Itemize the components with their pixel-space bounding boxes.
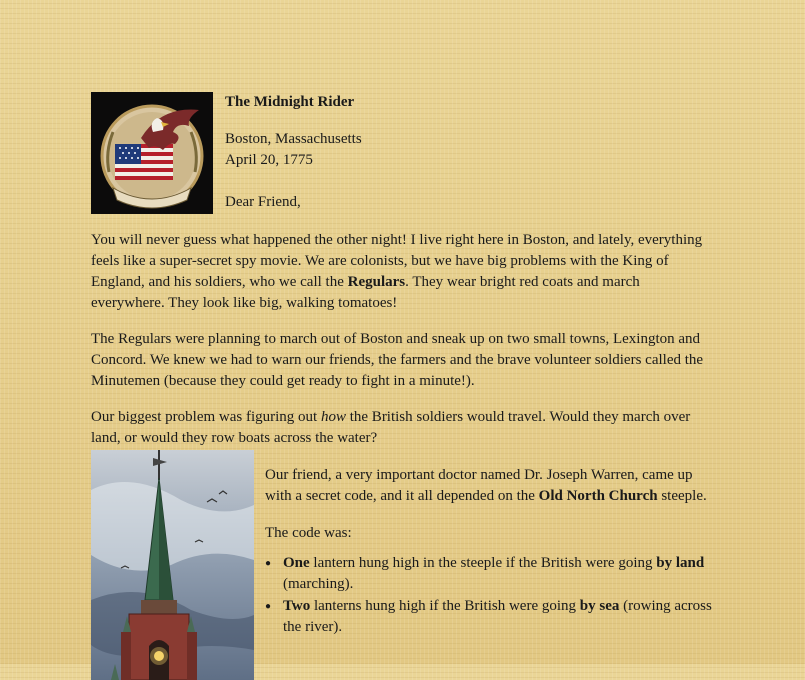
paragraph-3-text-b: the British soldiers would travel. Would they march over land, or would they row boats across the water? bbox=[91, 409, 691, 446]
bullet-2-note: (rowing across the river). bbox=[283, 598, 712, 635]
church-steeple-illustration bbox=[91, 450, 254, 680]
bullet-2-text: lanterns hung high if the British were going bbox=[310, 598, 580, 614]
church-section bbox=[91, 450, 716, 680]
letter-greeting: Dear Friend, bbox=[225, 194, 301, 210]
code-list bbox=[265, 553, 716, 638]
paragraph-4 bbox=[265, 465, 716, 507]
paragraph-4-text-c: steeple. bbox=[657, 488, 707, 504]
paragraph-1 bbox=[91, 230, 716, 314]
letter-title: The Midnight Rider bbox=[225, 94, 355, 110]
paragraph-3 bbox=[91, 407, 716, 449]
bullet-1-note: (marching). bbox=[283, 576, 354, 592]
bullet-1-mode: by land bbox=[656, 555, 705, 571]
bullet-2-count: Two bbox=[283, 598, 311, 614]
church-text-column bbox=[265, 465, 716, 638]
old-north-church-bold: Old North Church bbox=[538, 488, 658, 504]
regulars-bold: Regulars bbox=[347, 274, 406, 290]
paragraph-3-text-a: Our biggest problem was figuring out bbox=[91, 409, 321, 425]
bullet-2-mode: by sea bbox=[579, 598, 620, 614]
eagle-flag-seal-image bbox=[91, 92, 213, 214]
paragraph-2: The Regulars were planning to march out of Boston and sneak up on two small towns, Lexington and Concord. We knew we had to warn our friends, the farmers and the brave volunteer soldiers called the Minutemen (because they could get ready to fight in a minute!). bbox=[91, 331, 704, 389]
letter-heading bbox=[225, 92, 362, 213]
code-label: The code was: bbox=[265, 525, 352, 541]
letter-city: Boston, Massachusetts bbox=[225, 131, 362, 147]
paragraph-1-text-a: You will never guess what happened the other night! I live right here in Boston, and lately, everything feels like a super-secret spy movie. We are colonists, but we have big problems with the King of England, and his soldiers, who we call the bbox=[91, 232, 703, 290]
letter-place-date bbox=[225, 129, 362, 171]
paragraph-4-text-a: Our friend, a very important doctor named Dr. Joseph Warren, came up with a secret code, and it all depended on the bbox=[265, 467, 693, 504]
bullet-1-count: One bbox=[283, 555, 310, 571]
list-item bbox=[265, 553, 716, 595]
letter bbox=[91, 92, 716, 680]
list-item bbox=[265, 596, 716, 638]
paragraph-1-text-c: . They wear bright red coats and march everywhere. They look like big, walking tomatoes! bbox=[91, 274, 640, 311]
bullet-1-text: lantern hung high in the steeple if the British were going bbox=[309, 555, 657, 571]
how-italic: how bbox=[320, 409, 346, 425]
letter-header bbox=[91, 92, 716, 215]
letter-date: April 20, 1775 bbox=[225, 152, 313, 168]
seal-graphic bbox=[91, 92, 213, 214]
old-north-church-image bbox=[91, 450, 254, 680]
